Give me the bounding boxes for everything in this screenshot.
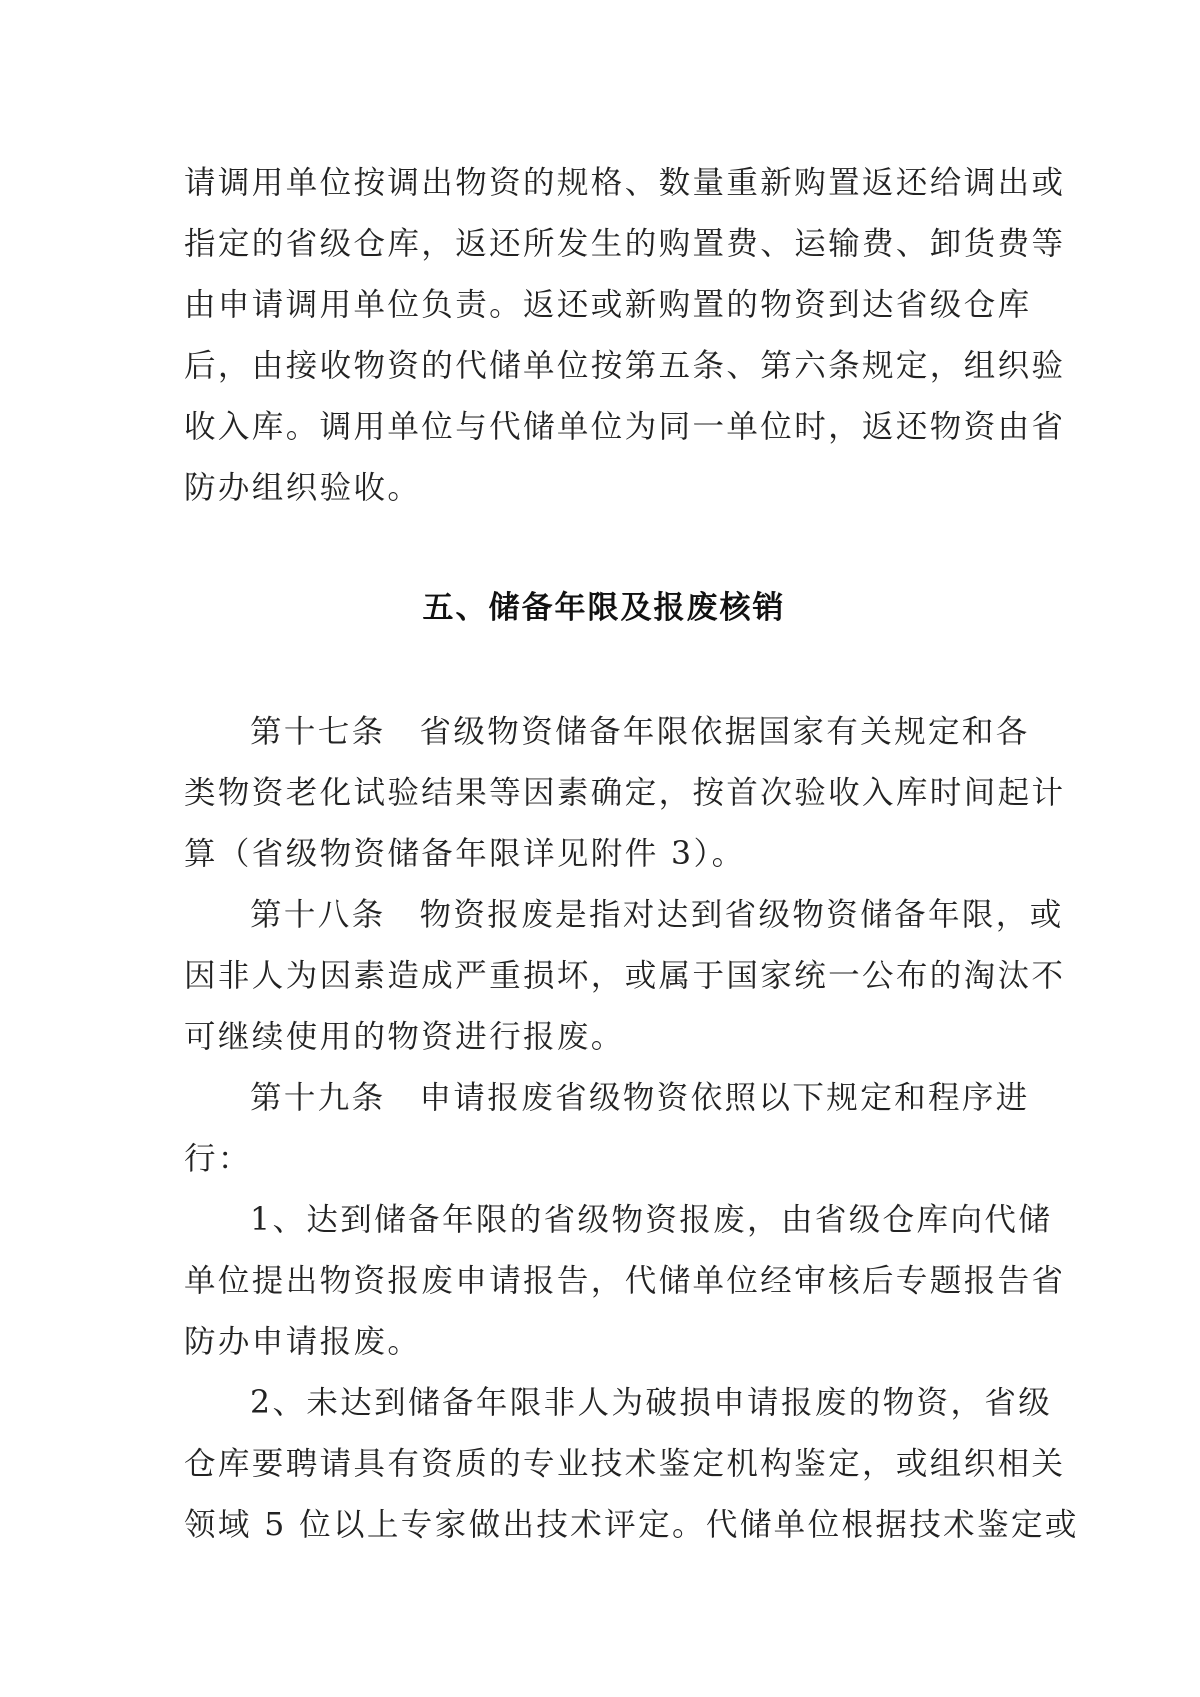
text-line: 算（省级物资储备年限详见附件 3）。 [184,836,746,872]
text-line: 由申请调用单位负责。返还或新购置的物资到达省级仓库 [184,287,1032,323]
text-line: 行： [184,1141,252,1177]
text-line: 仓库要聘请具有资质的专业技术鉴定机构鉴定，或组织相关 [184,1446,1066,1482]
article-19-line-1: 第十九条 申请报废省级物资依照以下规定和程序进 [250,1080,1030,1116]
text-line: 类物资老化试验结果等因素确定，按首次验收入库时间起计 [184,775,1066,811]
text-line: 防办组织验收。 [184,470,422,506]
text-line: 后，由接收物资的代储单位按第五条、第六条规定，组织验 [184,348,1066,384]
text-line: 收入库。调用单位与代储单位为同一单位时，返还物资由省 [184,409,1066,445]
section-heading: 五、储备年限及报废核销 [422,590,786,626]
text-line: 单位提出物资报废申请报告，代储单位经审核后专题报告省 [184,1263,1066,1299]
item-2-line-1: 2、未达到储备年限非人为破损申请报废的物资，省级 [250,1385,1053,1421]
text-line: 指定的省级仓库，返还所发生的购置费、运输费、卸货费等 [184,226,1066,262]
text-line: 领域 5 位以上专家做出技术评定。代储单位根据技术鉴定或 [184,1507,1079,1543]
article-17-line-1: 第十七条 省级物资储备年限依据国家有关规定和各 [250,714,1030,750]
text-line: 请调用单位按调出物资的规格、数量重新购置返还给调出或 [184,165,1066,201]
text-line: 防办申请报废。 [184,1324,422,1360]
text-line: 可继续使用的物资进行报废。 [184,1019,625,1055]
text-line: 因非人为因素造成严重损坏，或属于国家统一公布的淘汰不 [184,958,1066,994]
article-18-line-1: 第十八条 物资报废是指对达到省级物资储备年限，或 [250,897,1064,933]
item-1-line-1: 1、达到储备年限的省级物资报废，由省级仓库向代储 [250,1202,1053,1238]
